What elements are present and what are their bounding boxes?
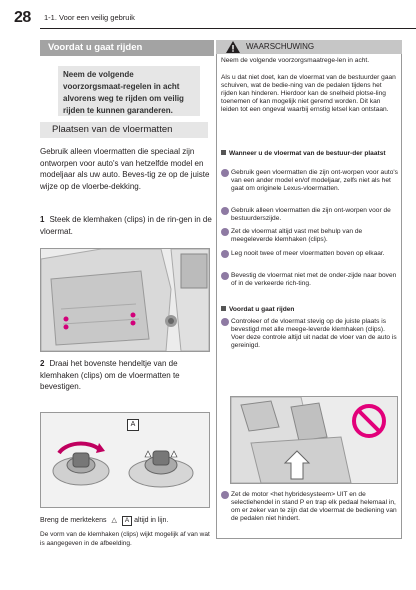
subhead: Plaatsen van de vloermatten — [40, 122, 208, 138]
bullet-dot — [221, 207, 229, 215]
page-number: 28 — [14, 9, 31, 26]
bullet-dot — [221, 491, 229, 499]
warning-intro: Neem de volgende voorzorgsmaatrege-len in acht. — [221, 57, 370, 64]
warning-subhead-1 — [221, 150, 399, 158]
warning-title: WAARSCHUWING — [246, 42, 315, 51]
warning-intro-2: Als u dat niet doet, kan de vloermat van de bestuurder gaan schuiven, wat de bedie-ning van de pedalen tijdens het rijden kan hinderen. Hierdoor kan de snelheid plotse-ling toenemen of kan mogelijk niet geremd worden. Dit kan leiden tot een ongeval waarbij ernstig letsel kan ontstaan. — [221, 74, 396, 114]
warning-triangle-icon — [226, 41, 240, 53]
paragraph-1: Gebruik alleen vloermatten die speciaal zijn ontworpen voor auto's van hetzelfde model en modeljaar als uw auto. Beves-tig ze op de juiste wijze op de vloerbe-dekking. — [40, 147, 210, 191]
warning-subhead-1-text: Wanneer u de vloermat van de bestuur-der plaatst — [229, 150, 386, 157]
bullet-4: Leg nooit twee of meer vloermatten boven op elkaar. — [231, 250, 385, 257]
step-1-number: 1 — [40, 215, 45, 224]
bullet-5: Bevestig de vloermat niet met de onder-zijde naar boven of in de verkeerde rich-ting. — [231, 272, 397, 288]
bullet-1: Gebruik geen vloermatten die zijn ont-worpen voor auto's van een ander model en/of modeljaar, zelfs niet als het gaat om originele Lexus-vloermatten. — [231, 169, 398, 193]
subhead-square-icon — [221, 306, 226, 311]
bullet-dot — [221, 272, 229, 280]
floor-mat-illustration — [40, 248, 210, 352]
bullet-dot — [221, 169, 229, 177]
clip-illustration — [40, 412, 210, 508]
warning-subhead-2-text: Voordat u gaat rijden — [229, 306, 295, 313]
bullet-6: Controleer of de vloermat stevig op de juiste plaats is bevestigd met alle meege-leverde klemhaken (clips). Voer deze controle altijd uit nadat de vloer van de auto is gereinigd. — [231, 318, 397, 350]
prohibited-icon — [351, 403, 387, 439]
step-2-text: Draai het bovenste hendeltje van de klemhaken (clips) om de vloermatten te bevestigen. — [40, 359, 180, 391]
bullet-dot — [221, 228, 229, 236]
pedal-illustration — [230, 396, 398, 484]
subhead-square-icon — [221, 150, 226, 155]
bullet-2: Gebruik alleen vloermatten die zijn ont-worpen voor de bestuurderszijde. — [231, 207, 391, 223]
mark-text-before: Breng de merktekens — [40, 517, 107, 524]
step-2-number: 2 — [40, 359, 45, 368]
footnote: De vorm van de klemhaken (clips) wijkt mogelijk af van wat is aangegeven in de afbeelding. — [40, 531, 210, 547]
triangle-mark-icon: △ — [111, 517, 117, 524]
step-1 — [40, 214, 212, 237]
bullet-dot — [221, 250, 229, 258]
step-2 — [40, 358, 212, 393]
bullet-7: Zet de motor <het hybridesysteem> UIT en de selectiehendel in stand P en trap elk pedaal helemaal in, om er zeker van te zijn dat de vloermat de bediening van de pedalen niet hindert. — [231, 491, 397, 523]
intro-box: Neem de volgende voorzorgsmaat-regelen in acht alvorens weg te rijden om veilig rijden te kunnen garanderen. — [58, 66, 200, 116]
mark-caption — [40, 516, 212, 526]
label-a-mark: A — [122, 516, 132, 526]
step-1-text: Steek de klemhaken (clips) in de rin-gen in de vloermat. — [40, 215, 212, 236]
mark-text-after: altijd in lijn. — [134, 517, 169, 524]
banner-heading: Voordat u gaat rijden — [40, 40, 214, 56]
bullet-dot — [221, 318, 229, 326]
header-rule — [40, 28, 416, 29]
bullet-3: Zet de vloermat altijd vast met behulp van de meegeleverde klemhaken (clips). — [231, 228, 363, 244]
warning-subhead-2 — [221, 306, 399, 314]
label-a-box: A — [127, 419, 139, 431]
warning-header — [216, 40, 402, 54]
section-title: 1-1. Voor een veilig gebruik — [44, 13, 135, 22]
